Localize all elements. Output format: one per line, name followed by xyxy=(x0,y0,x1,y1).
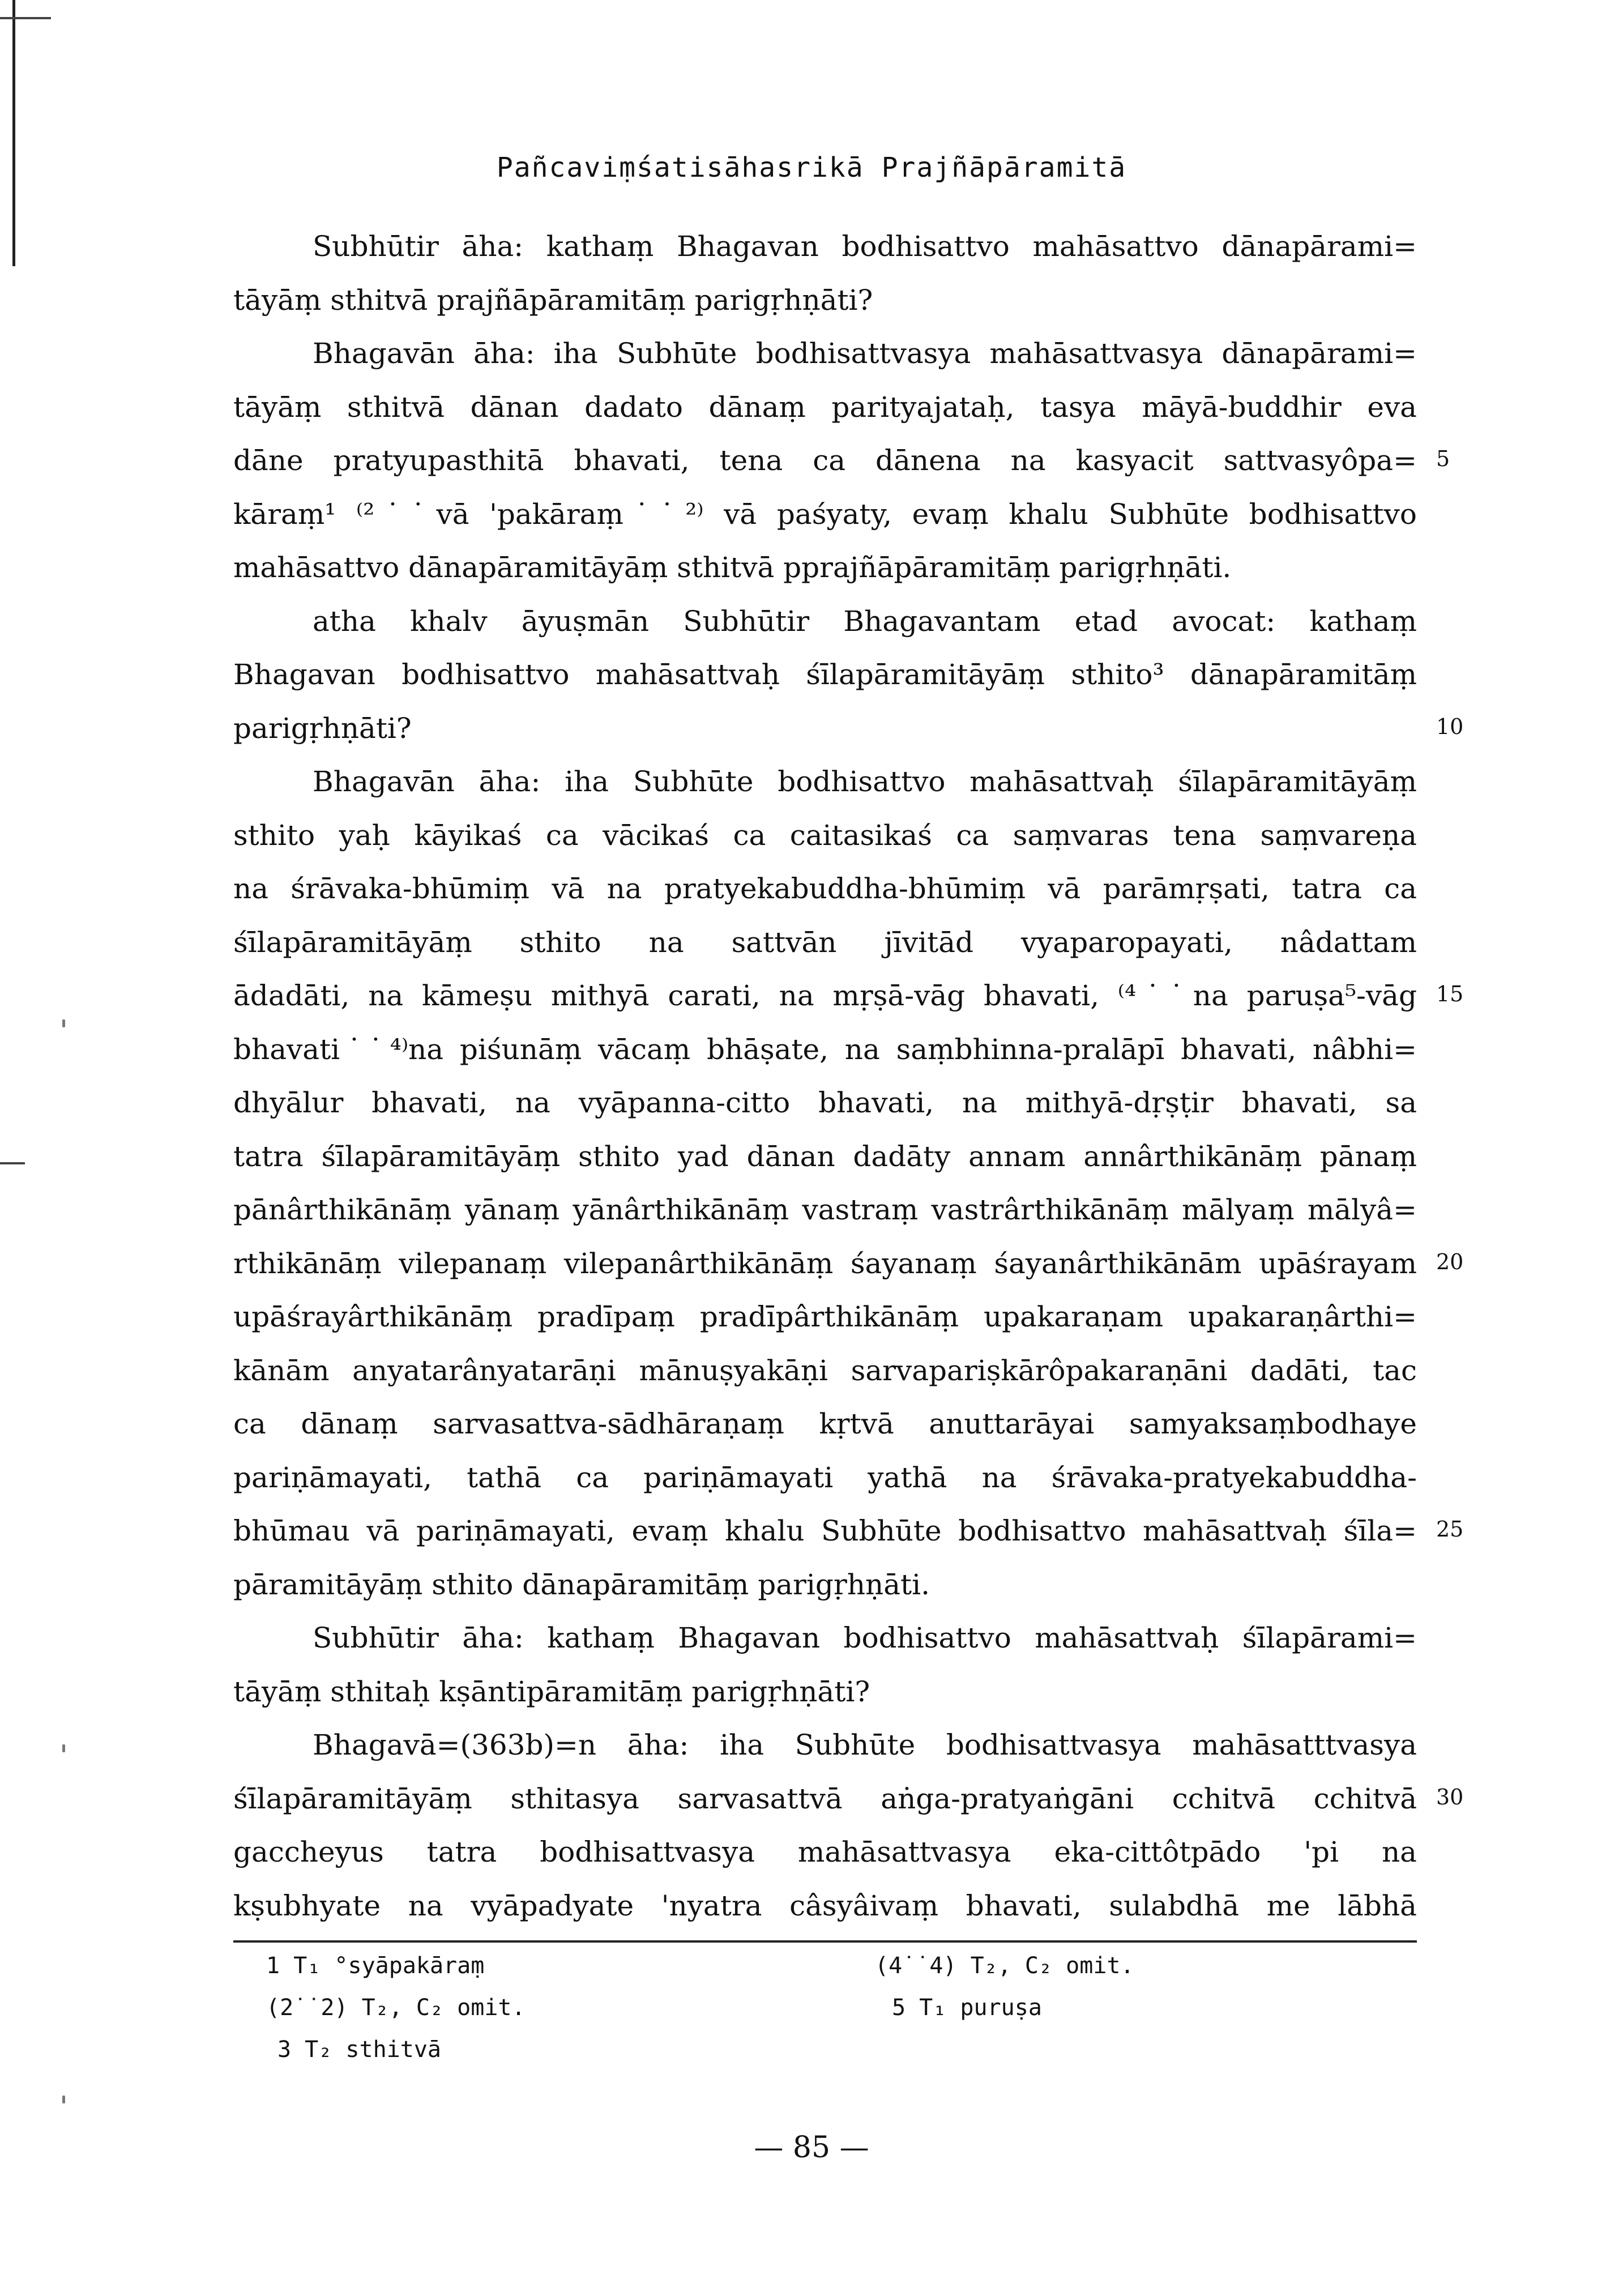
text-line: na śrāvaka-bhūmiṃ vā na pratyekabuddha-bhūmiṃ vā parāmṛṣati, tatra ca xyxy=(233,872,1417,905)
text-line: pariṇāmayati, tathā ca pariṇāmayati yathā na śrāvaka-pratyekabuddha- xyxy=(233,1461,1417,1494)
text-line: Bhagavān āha: iha Subhūte bodhisattvasya mahāsattvasya dānapārami= xyxy=(313,337,1417,370)
text-line: mahāsattvo dānapāramitāyāṃ sthitvā pprajñāpāramitāṃ parigṛhṇāti. xyxy=(233,551,1232,584)
text-line: Bhagavān āha: iha Subhūte bodhisattvo mahāsattvaḥ śīlapāramitāyāṃ xyxy=(313,765,1417,798)
text-line: upāśrayârthikānāṃ pradīpaṃ pradīpârthikānāṃ upakaraṇam upakaraṇârthi= xyxy=(233,1300,1417,1333)
crop-mark xyxy=(12,0,15,266)
text-line: Bhagavā=(363b)=n āha: iha Subhūte bodhisattvasya mahāsatttvasya xyxy=(313,1729,1417,1761)
text-line: ādadāti, na kāmeṣu mithyā carati, na mṛṣā-vāg bhavati, ⁽⁴˙˙na paruṣa⁵-vāg xyxy=(233,979,1417,1012)
footnote-rule xyxy=(233,1940,1417,1943)
line-number: 25 xyxy=(1436,1517,1464,1542)
line-number: 5 xyxy=(1436,446,1450,471)
scan-speck xyxy=(62,2096,65,2103)
text-line: Bhagavan bodhisattvo mahāsattvaḥ śīlapāramitāyāṃ sthito³ dānapāramitāṃ xyxy=(233,658,1417,691)
text-line: kānām anyatarânyatarāṇi mānuṣyakāṇi sarvapariṣkārôpakaraṇāni dadāti, tac xyxy=(233,1354,1417,1387)
footnote-1: 1 T₁ °syāpakāraṃ xyxy=(266,1953,485,1979)
text-line: pānârthikānāṃ yānaṃ yānârthikānāṃ vastraṃ vastrârthikānāṃ mālyaṃ mālyâ= xyxy=(233,1193,1417,1226)
text-line: bhūmau vā pariṇāmayati, evaṃ khalu Subhūte bodhisattvo mahāsattvaḥ śīla= xyxy=(233,1514,1417,1547)
line-number: 10 xyxy=(1436,714,1464,739)
text-line: rthikānāṃ vilepanaṃ vilepanârthikānāṃ śayanaṃ śayanârthikānām upāśrayam xyxy=(233,1247,1417,1280)
text-line: dhyālur bhavati, na vyāpanna-citto bhavati, na mithyā-dṛṣṭir bhavati, sa xyxy=(233,1086,1417,1119)
footnote-2: (2˙˙2) T₂, C₂ omit. xyxy=(266,1995,526,2021)
body-text xyxy=(233,220,1417,1932)
line-number: 30 xyxy=(1436,1784,1464,1810)
text-line: tatra śīlapāramitāyāṃ sthito yad dānan dadāty annam annârthikānāṃ pānaṃ xyxy=(233,1140,1417,1173)
text-line: kṣubhyate na vyāpadyate 'nyatra câsyâivaṃ bhavati, sulabdhā me lābhā xyxy=(233,1889,1417,1922)
footnote-4: (4˙˙4) T₂, C₂ omit. xyxy=(875,1953,1134,1979)
running-head: Pañcaviṃśatisāhasrikā Prajñāpāramitā xyxy=(496,152,1127,183)
text-line: tāyāṃ sthitaḥ kṣāntipāramitāṃ parigṛhṇāti? xyxy=(233,1675,870,1708)
text-line: bhavati˙˙⁴⁾na piśunāṃ vācaṃ bhāṣate, na saṃbhinna-pralāpī bhavati, nâbhi= xyxy=(233,1032,1417,1066)
footnote-3: 3 T₂ sthitvā xyxy=(277,2037,441,2063)
scan-speck xyxy=(62,1744,65,1752)
text-line: ca dānaṃ sarvasattva-sādhāraṇaṃ kṛtvā anuttarāyai samyaksaṃbodhaye xyxy=(233,1407,1417,1440)
line-number: 20 xyxy=(1436,1249,1464,1274)
text-line: śīlapāramitāyāṃ sthito na sattvān jīvitād vyaparopayati, nâdattam xyxy=(233,925,1417,959)
text-line: Subhūtir āha: kathaṃ Bhagavan bodhisattvo mahāsattvaḥ śīlapārami= xyxy=(313,1621,1417,1654)
scan-speck xyxy=(62,1019,65,1027)
line-number: 15 xyxy=(1436,981,1464,1006)
text-line: kāraṃ¹ ⁽²˙˙vā 'pakāraṃ˙˙²⁾ vā paśyaty, evaṃ khalu Subhūte bodhisattvo xyxy=(233,497,1417,531)
text-line: gaccheyus tatra bodhisattvasya mahāsattvasya eka-cittôtpādo 'pi na xyxy=(233,1836,1417,1868)
page-number: — 85 — xyxy=(754,2131,869,2165)
text-line: dāne pratyupasthitā bhavati, tena ca dānena na kasyacit sattvasyôpa= xyxy=(233,444,1417,477)
crop-mark-top xyxy=(0,17,51,19)
text-line: sthito yaḥ kāyikaś ca vācikaś ca caitasikaś ca saṃvaras tena saṃvareṇa xyxy=(233,818,1417,852)
footnote-5: 5 T₁ puruṣa xyxy=(892,1995,1042,2021)
text-line: atha khalv āyuṣmān Subhūtir Bhagavantam etad avocat: kathaṃ xyxy=(313,604,1417,638)
text-line: tāyāṃ sthitvā dānan dadato dānaṃ parityajataḥ, tasya māyā-buddhir eva xyxy=(233,390,1417,424)
text-line: pāramitāyāṃ sthito dānapāramitāṃ parigṛhṇāti. xyxy=(233,1568,930,1601)
crop-mark-mid xyxy=(0,1162,25,1164)
text-line: parigṛhṇāti? xyxy=(233,711,412,745)
text-line: śīlapāramitāyāṃ sthitasya sarvasattvā aṅga-pratyaṅgāni cchitvā cchitvā xyxy=(233,1782,1417,1815)
text-line: Subhūtir āha: kathaṃ Bhagavan bodhisattvo mahāsattvo dānapārami= xyxy=(313,230,1417,263)
text-line: tāyāṃ sthitvā prajñāpāramitāṃ parigṛhṇāti? xyxy=(233,283,873,317)
